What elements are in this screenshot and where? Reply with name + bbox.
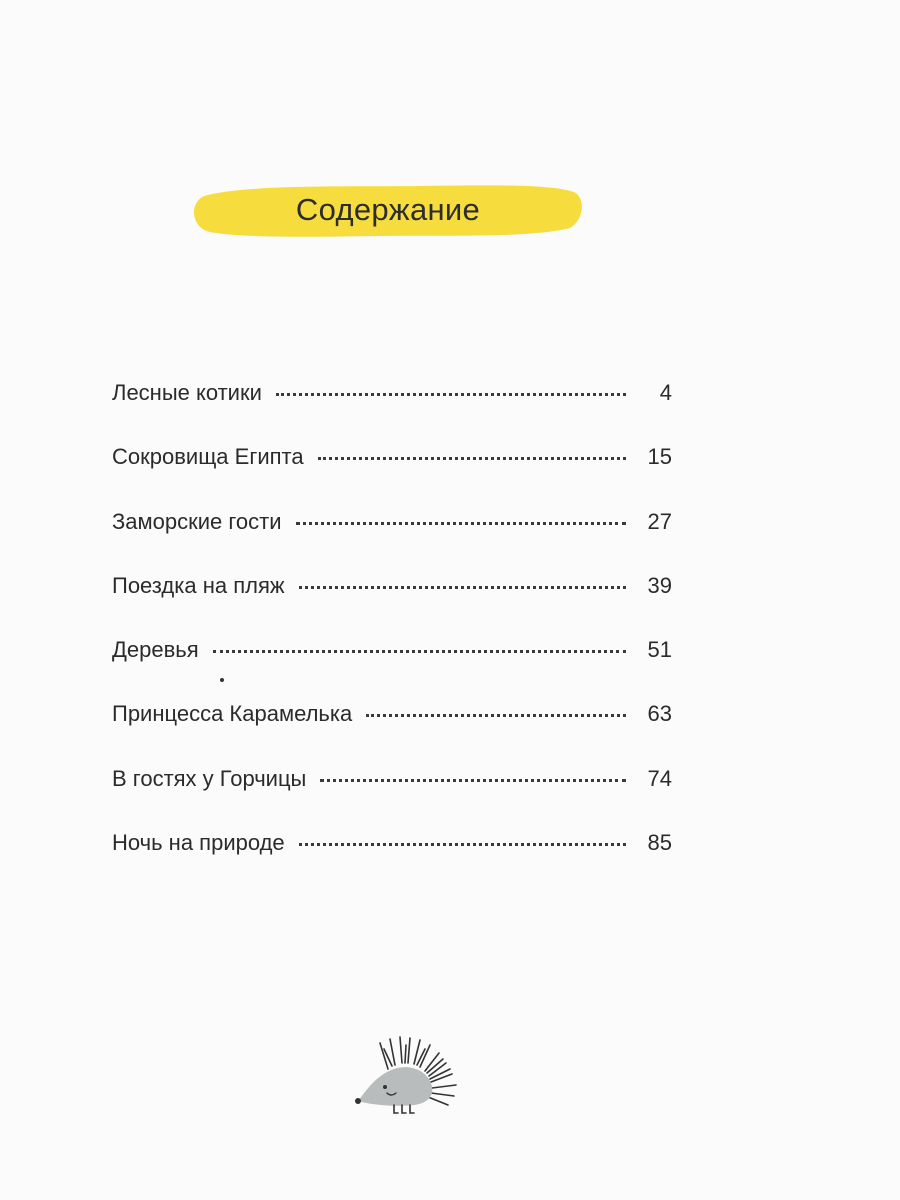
table-of-contents xyxy=(112,380,672,894)
hedgehog-icon xyxy=(350,1035,465,1117)
dot-leader xyxy=(299,586,626,589)
toc-entry-page: 63 xyxy=(647,701,672,727)
toc-entry-page: 4 xyxy=(659,380,672,405)
toc-entry[interactable] xyxy=(112,701,672,765)
toc-entry[interactable] xyxy=(112,573,672,637)
toc-entry-title: В гостях у Горчицы xyxy=(112,765,307,791)
dot-leader xyxy=(320,779,626,782)
toc-entry-page: 27 xyxy=(647,508,672,534)
dot-leader xyxy=(213,650,626,653)
toc-entry-title: Принцесса Карамелька xyxy=(112,701,353,727)
toc-entry-title: Лесные котики xyxy=(112,380,262,405)
toc-entry-title: Ночь на природе xyxy=(112,830,285,856)
toc-entry[interactable] xyxy=(112,444,672,508)
page-title: Содержание xyxy=(295,192,481,227)
print-speck xyxy=(220,678,224,682)
toc-entry[interactable] xyxy=(112,509,672,573)
dot-leader xyxy=(366,714,626,717)
dot-leader xyxy=(296,522,626,525)
title-highlight xyxy=(190,178,586,242)
toc-entry-title: Заморские гости xyxy=(112,508,282,534)
toc-entry-page: 74 xyxy=(647,765,672,791)
toc-entry[interactable] xyxy=(112,830,672,894)
toc-entry-page: 51 xyxy=(647,637,672,663)
toc-entry[interactable] xyxy=(112,637,672,701)
toc-entry[interactable] xyxy=(112,380,672,444)
toc-entry[interactable] xyxy=(112,766,672,830)
dot-leader xyxy=(276,393,626,396)
dot-leader xyxy=(299,843,626,846)
toc-entry-title: Сокровища Египта xyxy=(112,444,304,470)
toc-entry-page: 85 xyxy=(647,830,672,856)
toc-entry-title: Поездка на пляж xyxy=(112,572,285,598)
toc-entry-title: Деревья xyxy=(112,637,199,663)
toc-entry-page: 39 xyxy=(647,572,672,598)
dot-leader xyxy=(318,457,626,460)
toc-entry-page: 15 xyxy=(647,444,672,470)
